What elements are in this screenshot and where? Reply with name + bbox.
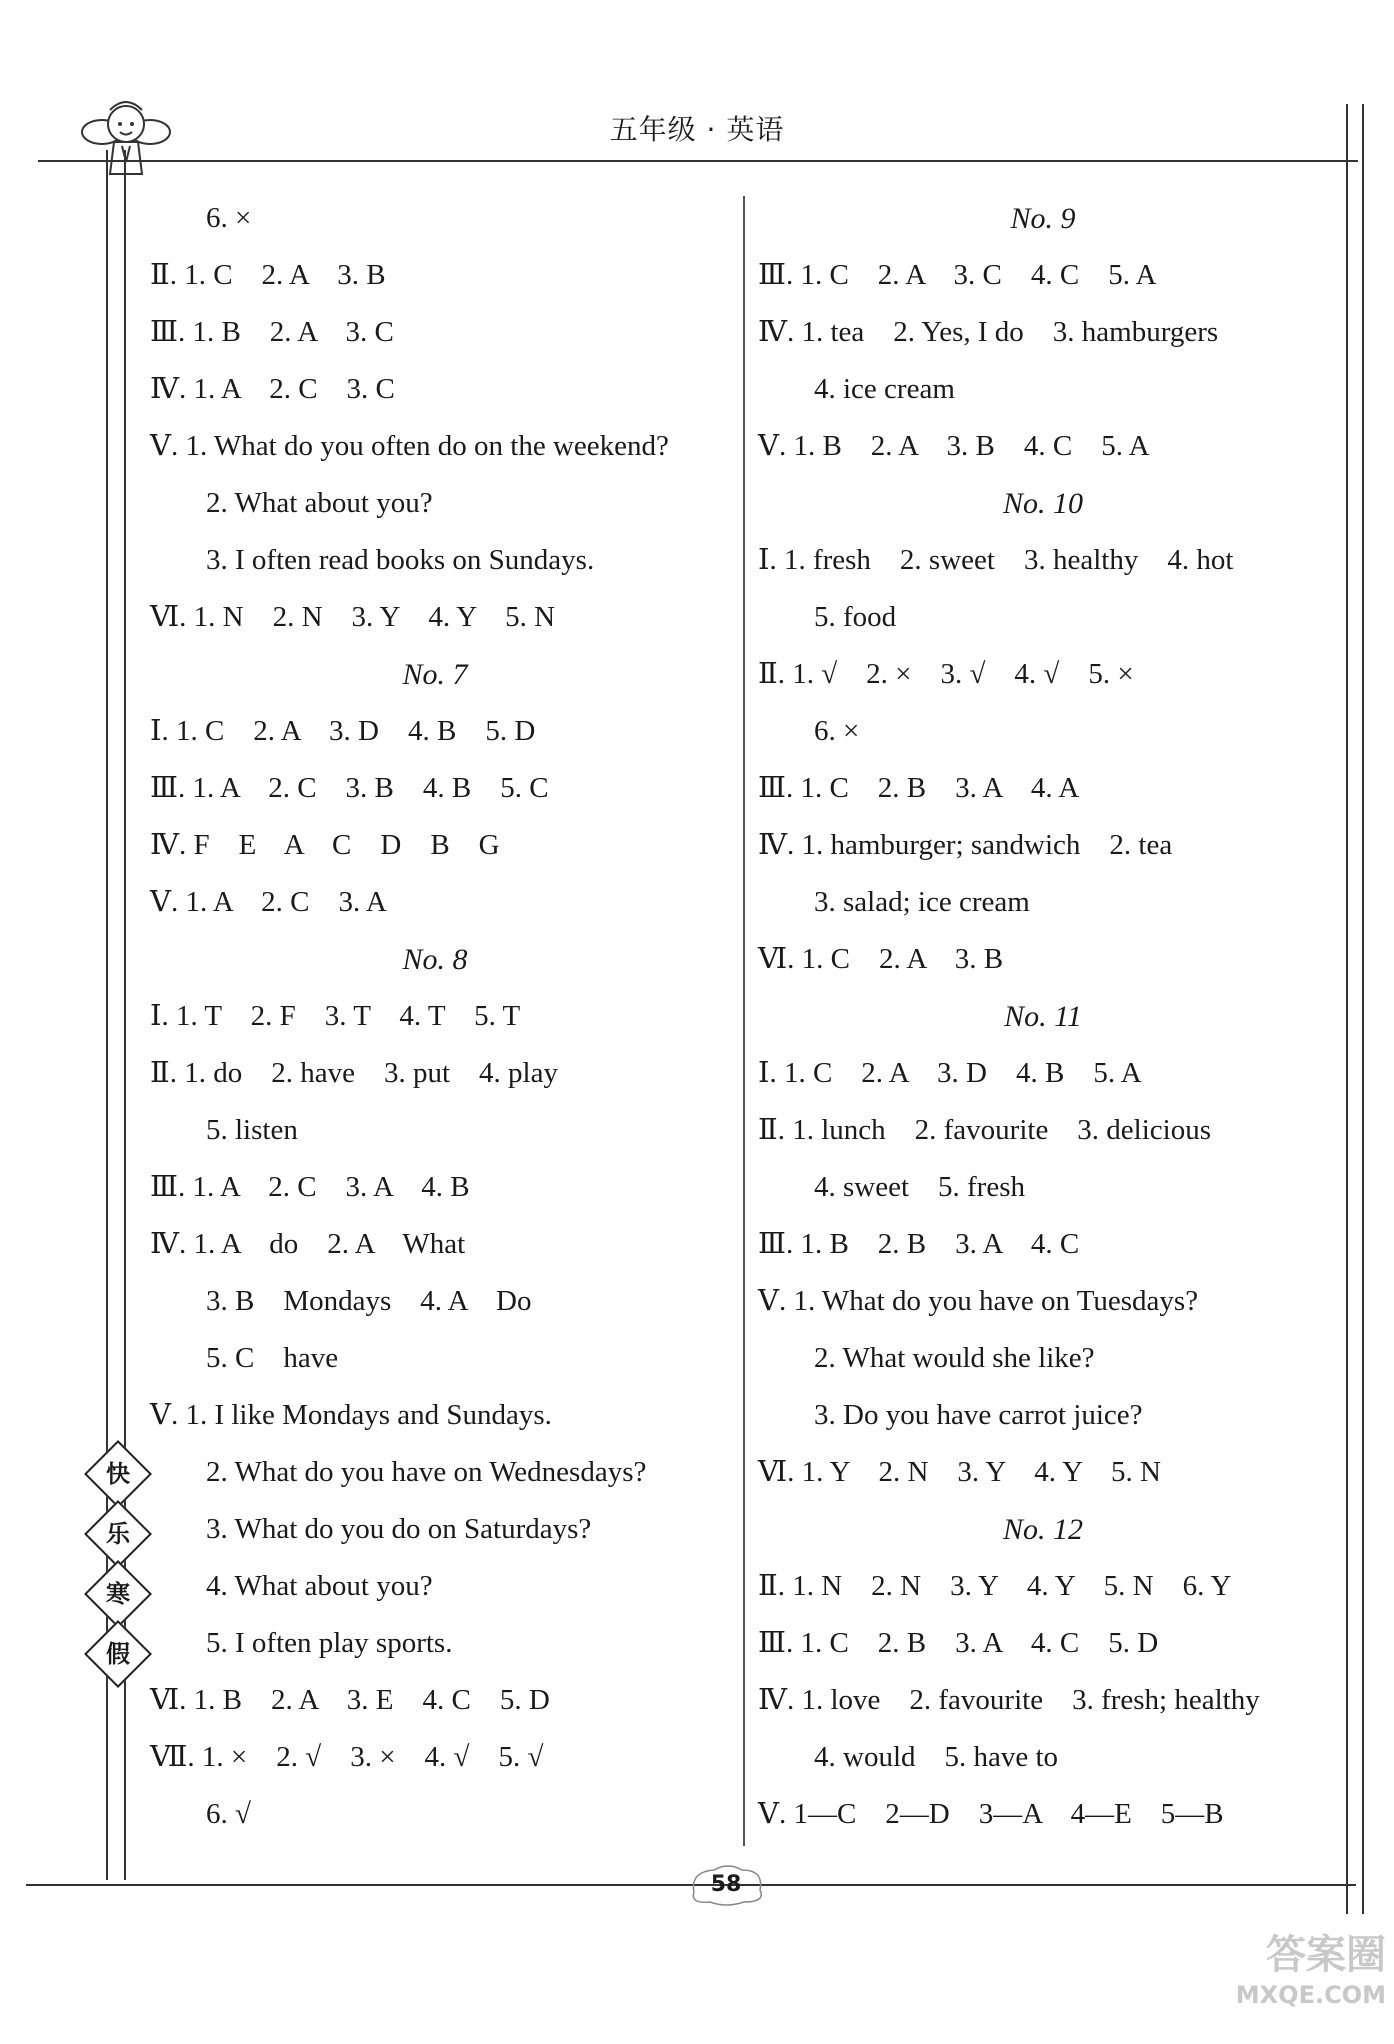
answer-line: Ⅴ. 1. A 2. C 3. A — [150, 886, 387, 918]
answer-line: 2. What about you? — [206, 487, 433, 519]
answer-line: Ⅱ. 1. C 2. A 3. B — [150, 259, 386, 291]
answer-line: 2. What do you have on Wednesdays? — [206, 1456, 647, 1488]
answer-line: Ⅰ. 1. T 2. F 3. T 4. T 5. T — [150, 1000, 521, 1032]
answer-line: Ⅳ. F E A C D B G — [150, 829, 500, 861]
answer-line: 4. sweet 5. fresh — [814, 1171, 1026, 1203]
answer-line: 3. B Mondays 4. A Do — [206, 1285, 532, 1317]
answer-line: Ⅳ. 1. A do 2. A What — [150, 1228, 466, 1260]
answer-line: Ⅳ. 1. love 2. favourite 3. fresh; healthy — [758, 1684, 1260, 1716]
answer-line: Ⅵ. 1. N 2. N 3. Y 4. Y 5. N — [150, 601, 556, 633]
header-rule — [38, 160, 1358, 162]
answer-line: Ⅳ. 1. tea 2. Yes, I do 3. hamburgers — [758, 316, 1219, 348]
watermark-url: MXQE.COM — [1235, 1981, 1386, 2009]
site-watermark — [1186, 1930, 1386, 2010]
watermark-logo-text: 答案圈 — [1266, 1932, 1386, 1978]
answer-line: Ⅱ. 1. lunch 2. favourite 3. delicious — [758, 1114, 1212, 1146]
answer-line: Ⅰ. 1. C 2. A 3. D 4. B 5. A — [758, 1057, 1142, 1089]
answer-line: 6. × — [814, 715, 860, 747]
section-heading: No. 8 — [402, 943, 468, 976]
right-margin-rule — [1346, 104, 1348, 1914]
answer-line: 3. I often read books on Sundays. — [206, 544, 595, 576]
answer-line: Ⅳ. 1. A 2. C 3. C — [150, 373, 395, 405]
answer-line: 4. What about you? — [206, 1570, 433, 1602]
section-heading: No. 9 — [1010, 202, 1076, 235]
page-header-title: 五年级 · 英语 — [609, 113, 785, 146]
page-number-badge — [684, 1862, 768, 1908]
answer-line: Ⅴ. 1. What do you often do on the weekend? — [150, 430, 669, 462]
answer-line: 5. C have — [206, 1342, 339, 1374]
answer-line: Ⅱ. 1. √ 2. × 3. √ 4. √ 5. × — [758, 658, 1134, 690]
side-label-char: 乐 — [84, 1500, 152, 1568]
answer-line: Ⅵ. 1. B 2. A 3. E 4. C 5. D — [150, 1684, 550, 1716]
answer-line: Ⅰ. 1. C 2. A 3. D 4. B 5. D — [150, 715, 536, 747]
answer-line: Ⅲ. 1. C 2. B 3. A 4. A — [758, 772, 1080, 804]
answer-line: Ⅲ. 1. C 2. B 3. A 4. C 5. D — [758, 1627, 1159, 1659]
side-label-char: 快 — [84, 1440, 152, 1508]
side-label-char: 寒 — [84, 1560, 152, 1628]
answer-line: Ⅴ. 1—C 2—D 3—A 4—E 5—B — [758, 1798, 1224, 1830]
answer-line: Ⅱ. 1. N 2. N 3. Y 4. Y 5. N 6. Y — [758, 1570, 1232, 1602]
section-heading: No. 11 — [1004, 1000, 1082, 1033]
answer-line: Ⅲ. 1. B 2. B 3. A 4. C — [758, 1228, 1080, 1260]
answer-line: 6. × — [206, 202, 252, 234]
page-number: 58 — [710, 1872, 742, 1897]
answer-line: 2. What would she like? — [814, 1342, 1095, 1374]
answer-line: Ⅴ. 1. What do you have on Tuesdays? — [758, 1285, 1199, 1317]
answer-line: Ⅰ. 1. fresh 2. sweet 3. healthy 4. hot — [758, 544, 1234, 576]
section-heading: No. 7 — [402, 658, 468, 691]
answer-line: Ⅵ. 1. Y 2. N 3. Y 4. Y 5. N — [758, 1456, 1161, 1488]
side-label-happy-winter-break — [80, 1450, 152, 1690]
answer-line: Ⅲ. 1. C 2. A 3. C 4. C 5. A — [758, 259, 1157, 291]
answer-line: 3. What do you do on Saturdays? — [206, 1513, 592, 1545]
right-margin-rule-outer — [1362, 104, 1364, 1914]
answer-line: Ⅴ. 1. I like Mondays and Sundays. — [150, 1399, 552, 1431]
answer-line: Ⅲ. 1. A 2. C 3. A 4. B — [150, 1171, 470, 1203]
left-answer-column — [150, 190, 720, 1843]
answer-line: 4. ice cream — [814, 373, 955, 405]
column-divider — [743, 196, 745, 1846]
answer-line: 5. listen — [206, 1114, 298, 1146]
answer-line: Ⅳ. 1. hamburger; sandwich 2. tea — [758, 829, 1173, 861]
side-label-char: 假 — [84, 1620, 152, 1688]
answer-line: 5. food — [814, 601, 897, 633]
section-heading: No. 10 — [1002, 487, 1083, 520]
answer-line: Ⅲ. 1. A 2. C 3. B 4. B 5. C — [150, 772, 549, 804]
answer-line: 3. salad; ice cream — [814, 886, 1030, 918]
answer-line: Ⅴ. 1. B 2. A 3. B 4. C 5. A — [758, 430, 1150, 462]
answer-line: 5. I often play sports. — [206, 1627, 453, 1659]
answer-line: 6. √ — [206, 1798, 251, 1830]
answer-line: Ⅵ. 1. C 2. A 3. B — [758, 943, 1004, 975]
answer-line: 3. Do you have carrot juice? — [814, 1399, 1143, 1431]
answer-line: Ⅱ. 1. do 2. have 3. put 4. play — [150, 1057, 558, 1089]
answer-line: Ⅲ. 1. B 2. A 3. C — [150, 316, 394, 348]
answer-line: 4. would 5. have to — [814, 1741, 1059, 1773]
section-heading: No. 12 — [1002, 1513, 1083, 1546]
right-answer-column — [758, 190, 1328, 1843]
answer-line: Ⅶ. 1. × 2. √ 3. × 4. √ 5. √ — [150, 1741, 544, 1773]
